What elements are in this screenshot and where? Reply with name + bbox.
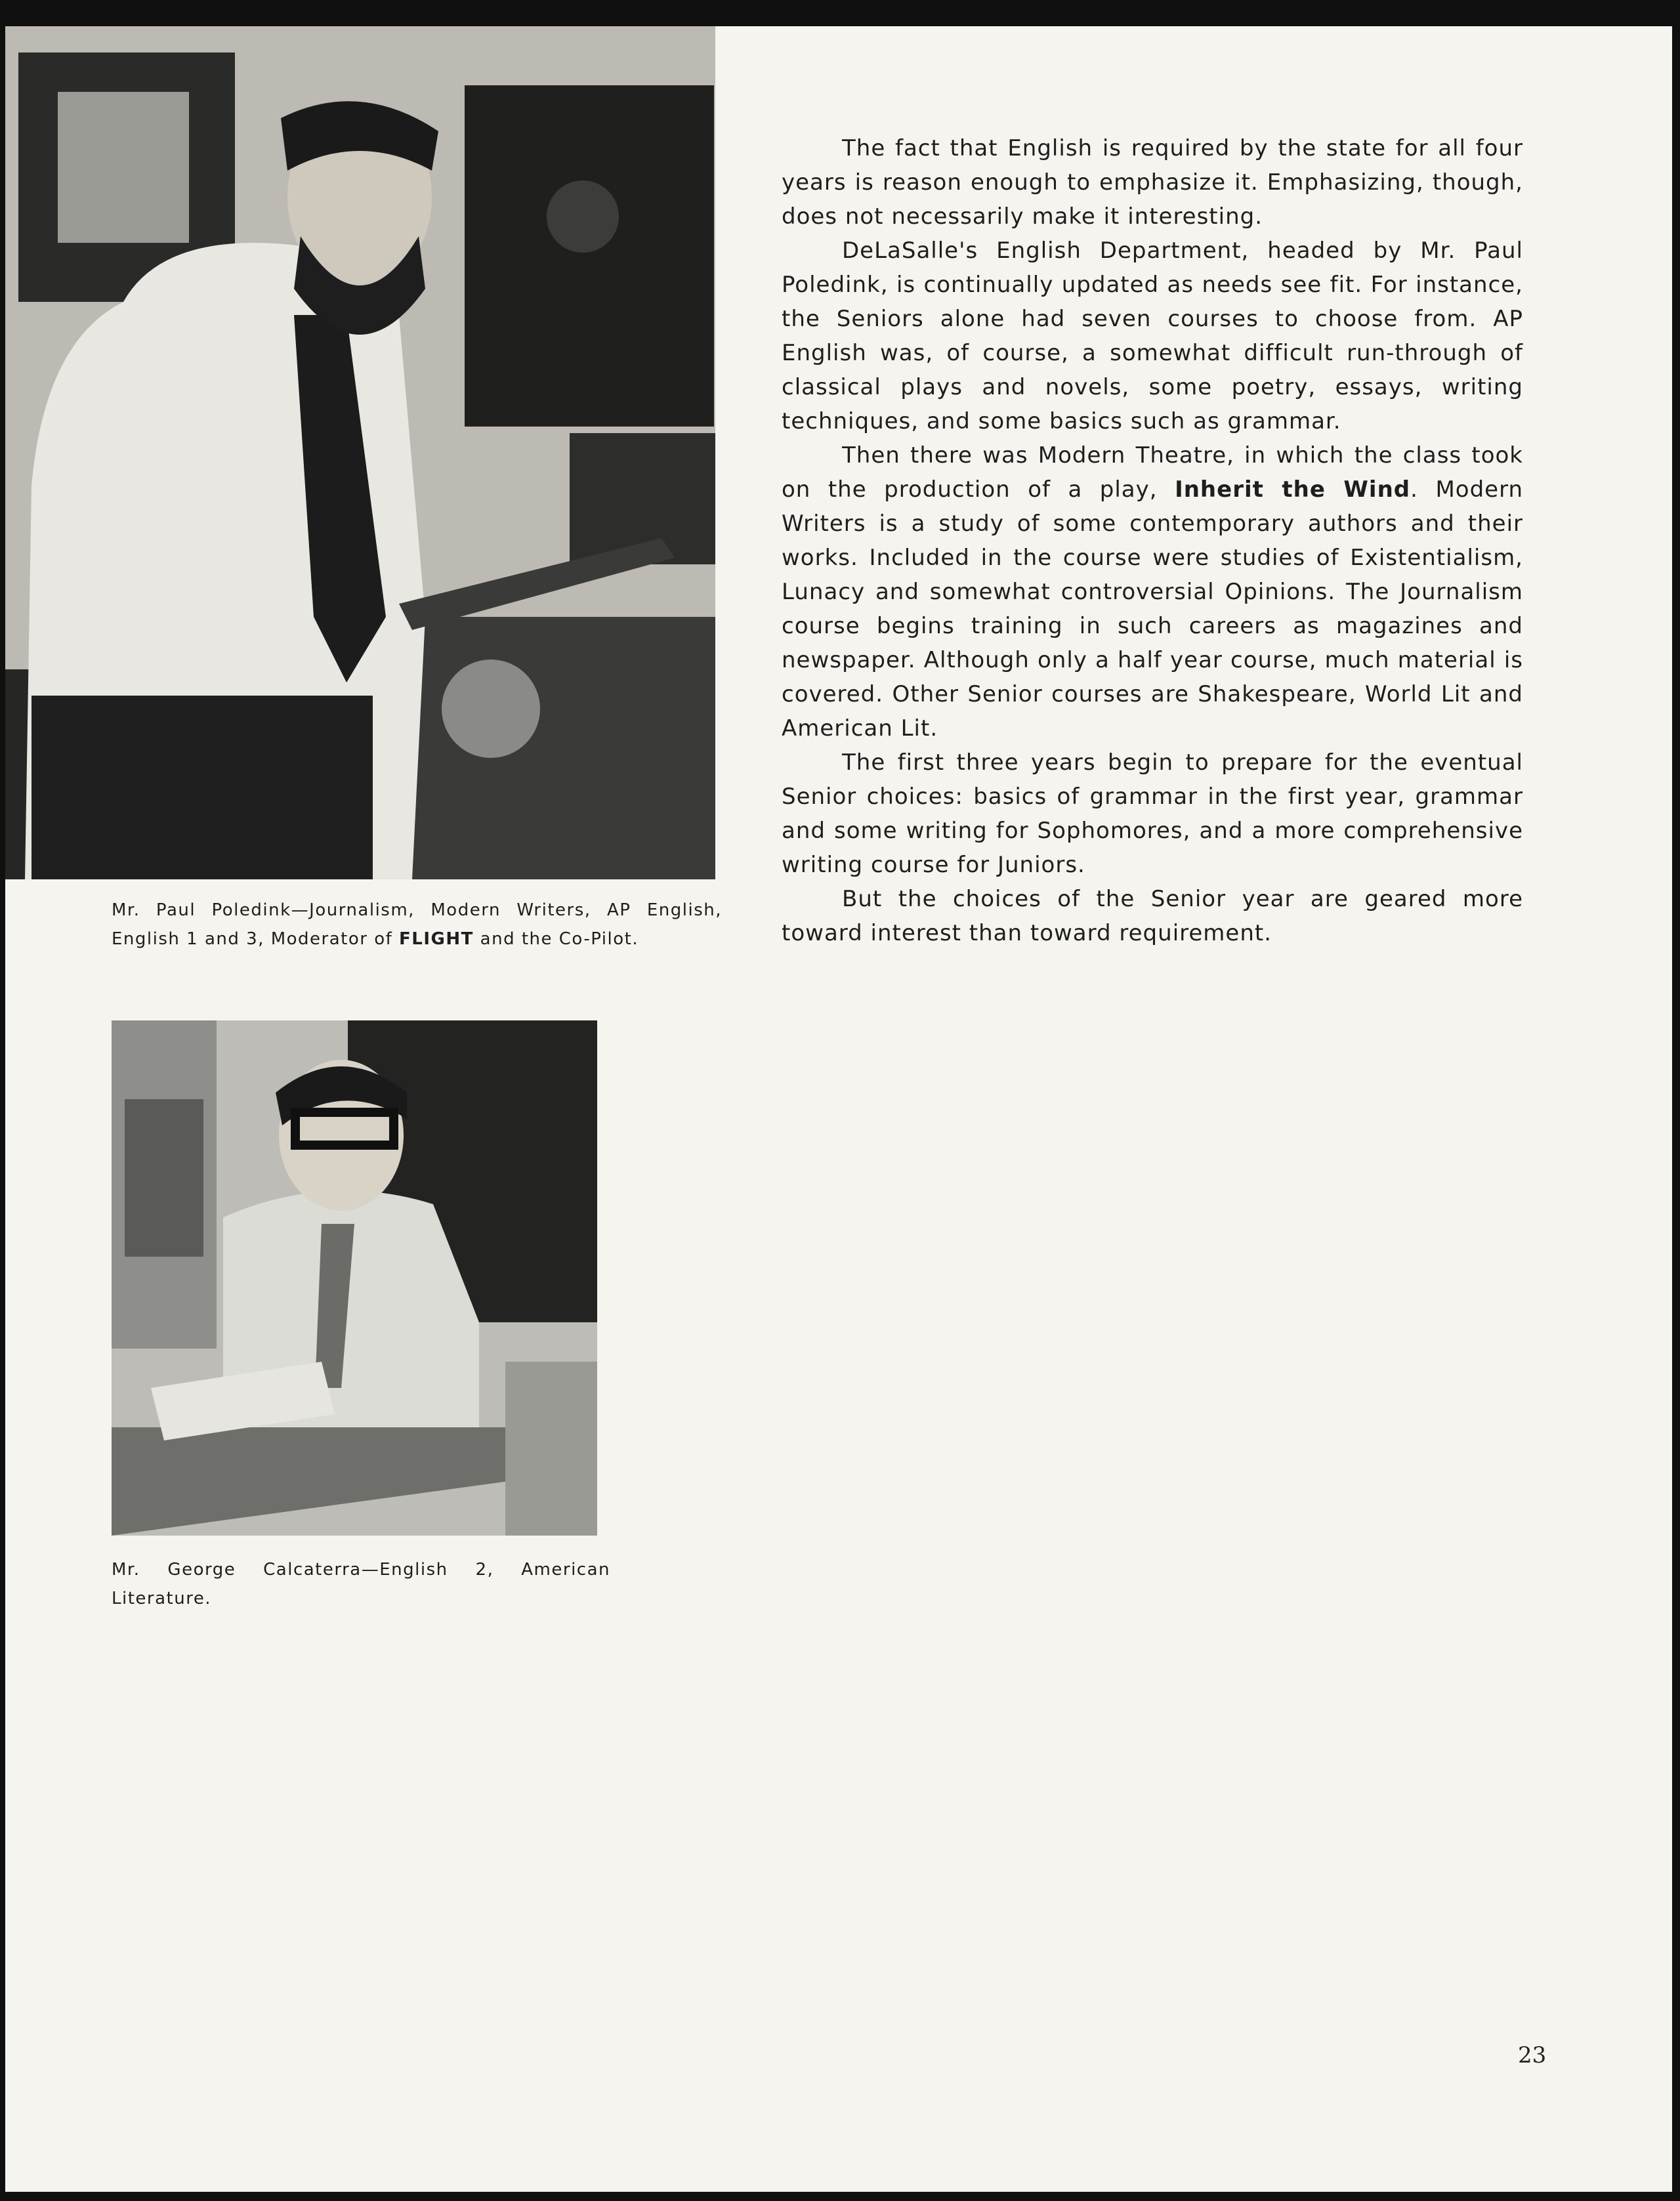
article-paragraph-3 bbox=[782, 438, 1523, 745]
photo-teacher-at-desk-icon bbox=[112, 1020, 597, 1536]
article-paragraph-5: But the choices of the Senior year are geared more toward interest than toward requirement. bbox=[782, 886, 1523, 946]
caption-poledink-text: Mr. Paul Poledink—Journalism, Modern Writers, AP English, English 1 and 3, Moderator of bbox=[112, 900, 722, 949]
article-paragraph-3-end: . Modern Writers is a study of some contemporary authors and their works. Included in the course were studies of Existentialism, Lunacy and somewhat controversial Opinions. The Journalism course begins training in such careers as magazines and newspaper. Although only a half year course, much material is covered. Other Senior courses are Shakespeare, World Lit and American Lit. bbox=[782, 476, 1524, 742]
article-body bbox=[782, 131, 1523, 950]
page-number: 23 bbox=[1518, 2042, 1547, 2068]
caption-poledink-tail: and the Co-Pilot. bbox=[473, 929, 639, 949]
caption-calcaterra: Mr. George Calcaterra—English 2, American Literature. bbox=[112, 1560, 610, 1608]
article-paragraph-2: DeLaSalle's English Department, headed by Mr. Paul Poledink, is continually updated as needs see fit. For instance, the Seniors alone had seven courses to choose from. AP English was, of course, a somewhat difficult run-through of classical plays and novels, some poetry, essays, writing techniques, and some basics such as grammar. bbox=[782, 238, 1523, 434]
article-paragraph-3-start: Then there was Modern Theatre, in which the class took on the production of a play, bbox=[782, 442, 1523, 503]
article-paragraph-1: The fact that English is required by the state for all four years is reason enough to emphasize it. Emphasizing, though, does not necessarily make it interesting. bbox=[782, 135, 1523, 230]
play-title: Inherit the Wind bbox=[1175, 476, 1411, 503]
article-paragraph-4: The first three years begin to prepare for the eventual Senior choices: basics of grammar in the first year, grammar and some writing for Sophomores, and a more comprehensive writing course for Juniors. bbox=[782, 749, 1523, 878]
photo-poledink bbox=[5, 26, 715, 879]
yearbook-page bbox=[5, 26, 1672, 2192]
caption-poledink bbox=[112, 896, 722, 954]
photo-calcaterra bbox=[112, 1020, 597, 1536]
caption-poledink-flight: FLIGHT bbox=[399, 929, 474, 949]
photo-teacher-with-document-icon bbox=[5, 26, 715, 879]
